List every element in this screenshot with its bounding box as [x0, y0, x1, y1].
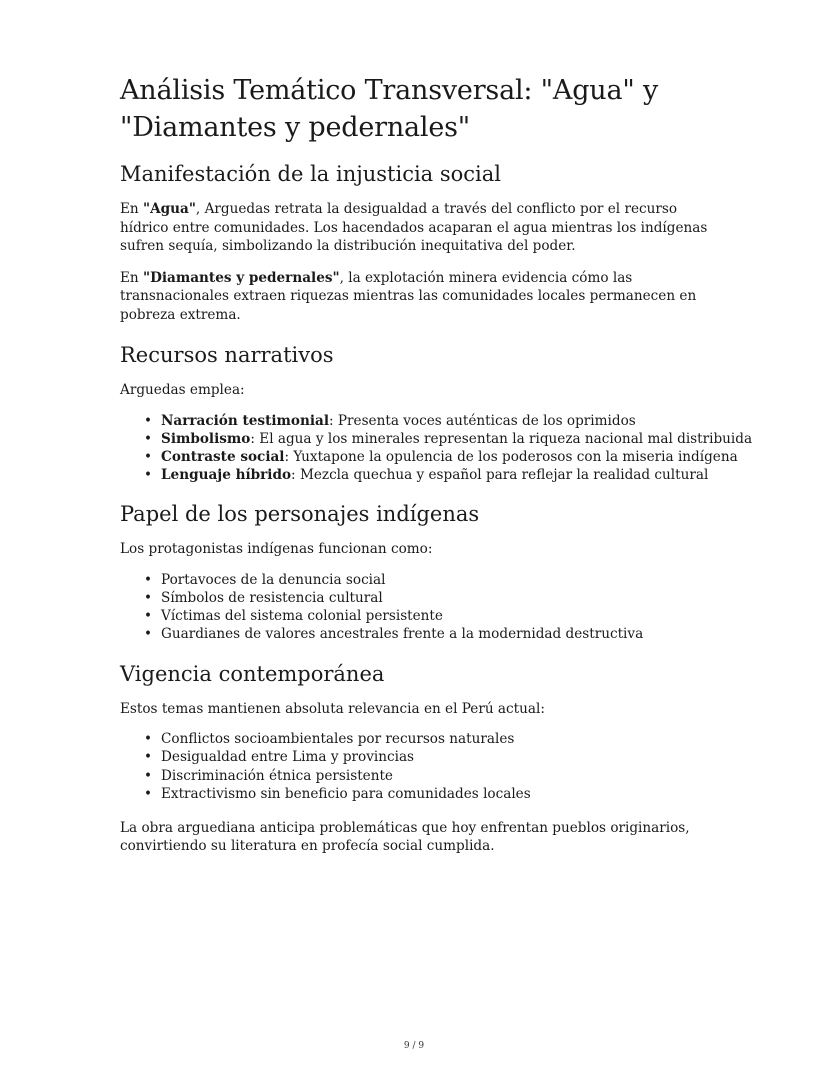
bullet-list — [120, 412, 753, 485]
list-item: • Guardianes de valores ancestrales frente a la modernidad destructiva — [161, 625, 716, 643]
closing-paragraph: La obra arguediana anticipa problemáticas que hoy enfrentan pueblos originarios, convirtiendo su literatura en profecía social cumplida. — [120, 819, 690, 855]
section-heading: Papel de los personajes indígenas — [120, 502, 480, 527]
section-intro: Estos temas mantienen absoluta relevancia en el Perú actual: — [120, 700, 545, 717]
list-item: • Discriminación étnica persistente — [161, 767, 716, 785]
bullet-list — [120, 571, 716, 644]
section-recursos-narrativos — [120, 341, 753, 484]
list-item: • Extractivismo sin beneficio para comunidades locales — [161, 785, 716, 803]
section-heading: Vigencia contemporánea — [120, 661, 385, 686]
page-indicator: 9 / 9 — [403, 1041, 425, 1051]
list-item: • Portavoces de la denuncia social — [161, 571, 716, 589]
section-heading: Manifestación de la injusticia social — [120, 162, 501, 186]
section-injusticia-social — [120, 160, 716, 324]
list-item: • Simbolismo: El agua y los minerales representan la riqueza nacional mal distribuida — [161, 430, 716, 448]
work-title-agua: "Agua" — [143, 201, 196, 217]
paragraph-agua: En "Agua", Arguedas retrata la desigualdad a través del conflicto por el recurso hídrico entre comunidades. Los hacendados acaparan el agua mientras los indígenas sufren sequía, simbolizando la distribución inequitativa del poder. — [120, 201, 708, 254]
list-item: • Desigualdad entre Lima y provincias — [161, 748, 716, 766]
section-personajes-indigenas — [120, 500, 716, 643]
bullet-list — [120, 730, 716, 803]
document-page — [120, 72, 753, 869]
paragraph-diamantes: En "Diamantes y pedernales", la explotación minera evidencia cómo las transnacionales extraen riquezas mientras las comunidades locales permanecen en pobreza extrema. — [120, 269, 697, 323]
list-item: • Lenguaje híbrido: Mezcla quechua y español para reflejar la realidad cultural — [161, 466, 716, 484]
section-intro: Arguedas emplea: — [120, 382, 245, 398]
document-title: Análisis Temático Transversal: "Agua" y "Diamantes y pedernales" — [120, 75, 659, 143]
list-item: • Conflictos socioambientales por recursos naturales — [161, 730, 716, 748]
section-vigencia-contemporanea — [120, 660, 716, 856]
work-title-diamantes: "Diamantes y pedernales" — [143, 269, 340, 286]
list-item: • Símbolos de resistencia cultural — [161, 589, 716, 607]
section-intro: Los protagonistas indígenas funcionan como: — [120, 541, 433, 558]
list-item: • Narración testimonial: Presenta voces auténticas de los oprimidos — [161, 412, 716, 430]
list-item: • Contraste social: Yuxtapone la opulencia de los poderosos con la miseria indígena — [161, 448, 716, 466]
list-item: • Víctimas del sistema colonial persistente — [161, 607, 716, 625]
section-heading: Recursos narrativos — [120, 343, 334, 367]
